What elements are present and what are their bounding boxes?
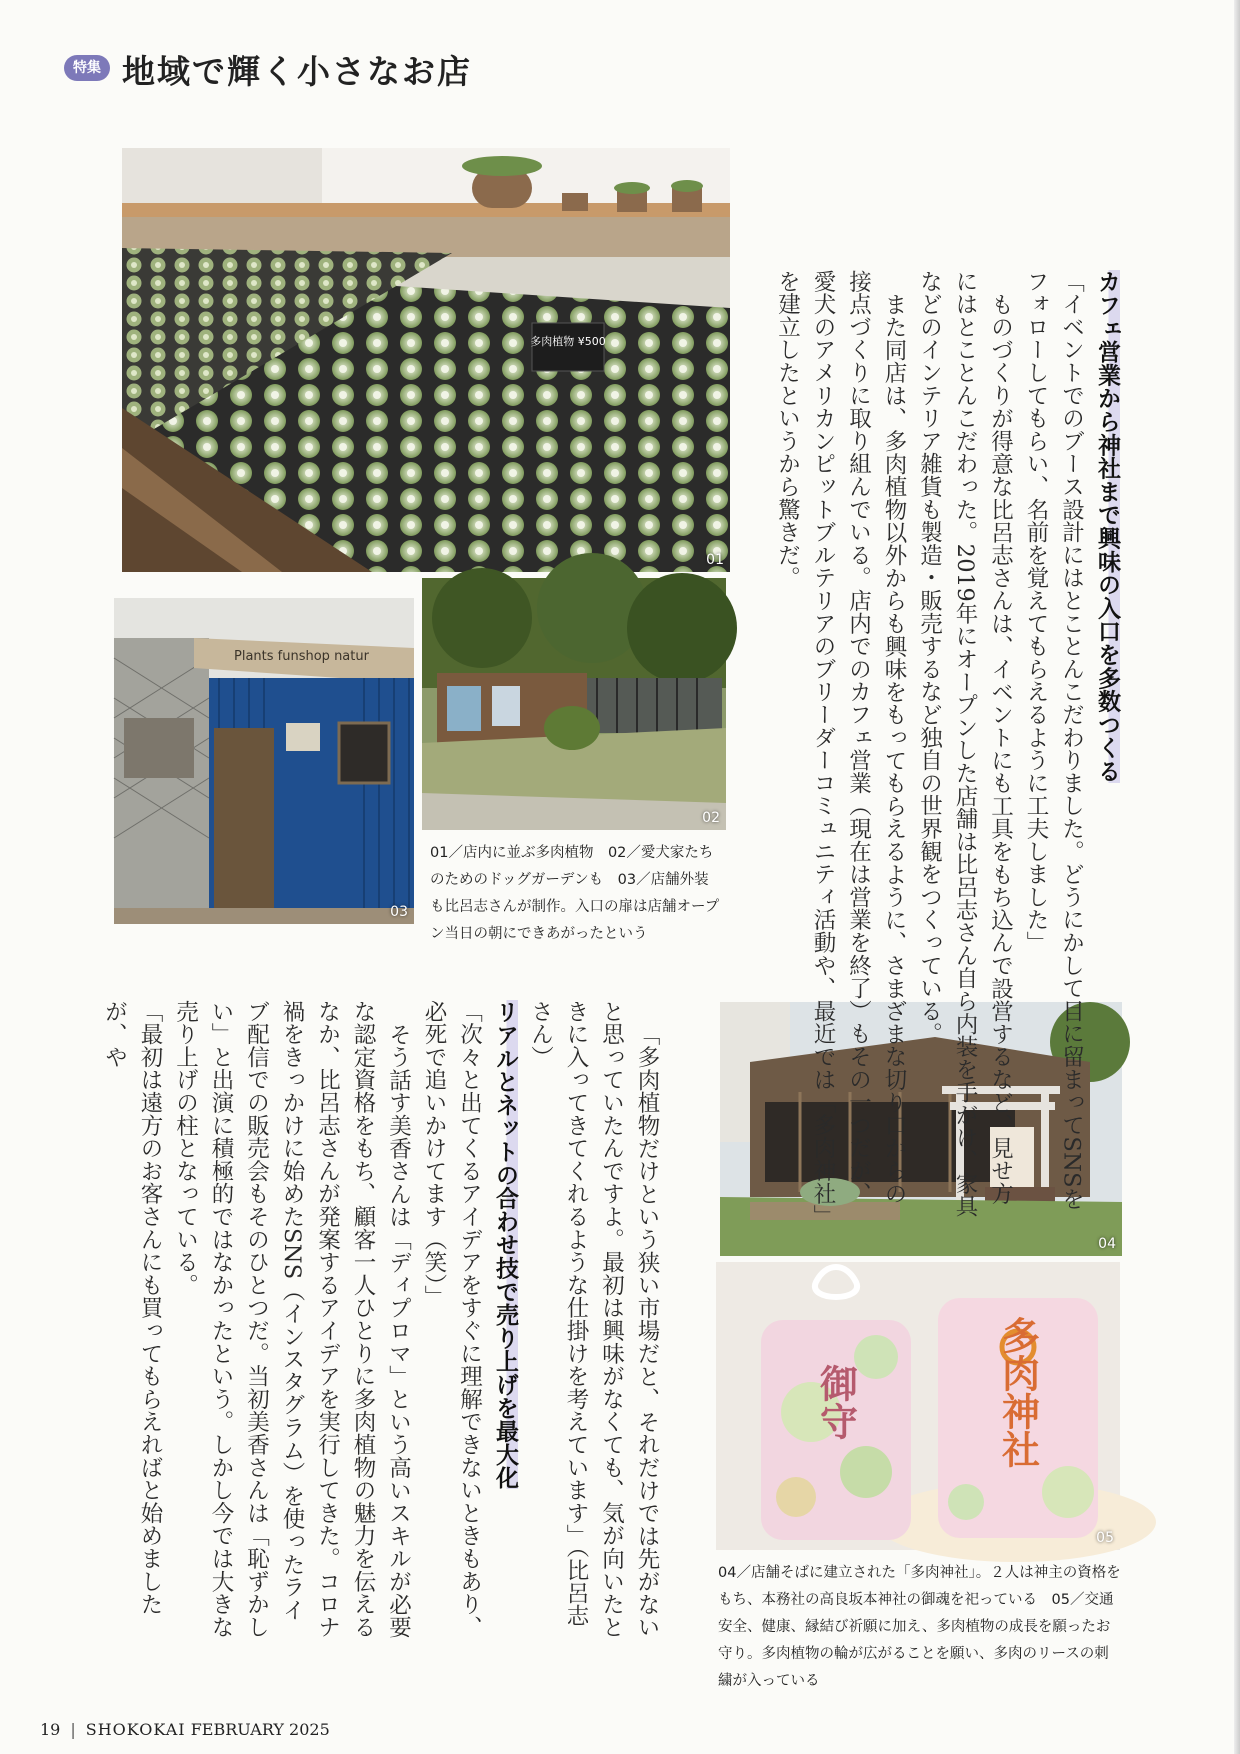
article-text-block-2	[101, 1000, 664, 1640]
paragraph: 「イベントでのブース設計にはとことんこだわりました。どうにかして目に留まってSNSをフォローしてもらい、名前を覚えてもらえるように工夫しました」	[1023, 270, 1085, 1211]
section-heading: リアルとネットの合わせ技で売り上げを最大化	[492, 1000, 518, 1490]
paragraph: ものづくりが得意な比呂志さんは、イベントにも工具をもち込んで設営するなど、見せ方にはとことんこだわった。2019年にオープンした店舗は比呂志さん自ら内装を手がけ、家具などのインテリア雑貨も製造・販売するなど独自の世界観をつくっている。	[916, 270, 1014, 1218]
caption-photos-01-03: 01／店内に並ぶ多肉植物 02／愛犬家たちのためのドッグガーデンも 03／店舗外装も比呂志さんが制作。入口の扉は店舗オープン当日の朝にできあがったという	[430, 845, 720, 942]
photo-03-shop-exterior	[114, 598, 414, 924]
paragraph: 「次々と出てくるアイデアをすぐに理解できないときもあり、必死で追いかけてます（笑）」	[421, 1000, 483, 1639]
omamori-left-text: 御守	[813, 1364, 859, 1440]
page-edge	[1234, 0, 1240, 1754]
shop-sign-text: Plants funshop natur	[234, 649, 369, 664]
photo-01-succulents	[122, 148, 730, 572]
page-number: 19	[40, 1720, 61, 1739]
page-footer: 19 | SHOKOKAI FEBRUARY 2025	[40, 1720, 330, 1739]
caption-photos-04-05: 04／店舗そばに建立された「多肉神社」。２人は神主の資格をもち、本務社の高良坂本神社の御魂を祀っている 05／交通安全、健康、縁結び祈願に加え、多肉植物の成長を願ったお守り。多肉植物の輪が広がることを願い、多肉のリースの刺繍が入っている	[718, 1565, 1121, 1689]
paragraph: 「最初は遠方のお客さんにも買ってもらえればと始めましたが、や	[101, 1000, 163, 1616]
paragraph: そう話す美香さんは「ディプロマ」という高いスキルが必要な認定資格をもち、顧客一人ひとりに多肉植物の魅力を伝えるなか、比呂志さんが発案するアイデアを実行してきた。コロナ禍をきっかけに始めたSNS（インスタグラム）を使ったライブ配信での販売会もそのひとつだ。当初美香さんは「恥ずかしい」と出演に積極的ではなかったという。しかし今では大きな売り上げの柱となっている。	[172, 1000, 412, 1639]
omamori-right-text: 多肉神社	[995, 1316, 1041, 1468]
issue-date: FEBRUARY 2025	[190, 1720, 330, 1739]
photo-05-omamori	[716, 1262, 1120, 1550]
feature-tag: 特集	[64, 55, 110, 81]
article-text-block-1	[774, 270, 1124, 1220]
sale-sign-text: 多肉植物 ¥500	[530, 335, 606, 348]
paragraph: 「多肉植物だけという狭い市場だと、それだけでは先がないと思っていたんですよ。最初は興味がなくても、気が向いたときに入ってきてくれるような仕掛けを考えています」（比呂志さん）	[527, 1000, 660, 1639]
photo-number: 03	[390, 904, 408, 920]
photo-number: 05	[1096, 1530, 1114, 1546]
photo-number: 02	[702, 810, 720, 826]
paragraph: また同店は、多肉植物以外からも興味をもってもらえるように、さまざまな切り口からの接点づくりに取り組んでいる。店内でのカフェ営業（現在は営業を終了）もその一つだが、愛犬のアメリカンピットブルテリアのブリーダーコミュニティ活動や、最近では「多肉神社」を建立したというから驚きだ。	[774, 270, 907, 1217]
photo-number: 01	[706, 552, 724, 568]
photo-02-dog-garden	[422, 578, 726, 830]
magazine-name: SHOKOKAI	[85, 1720, 186, 1739]
photo-number: 04	[1098, 1236, 1116, 1252]
page-title: 地域で輝く小さなお店	[122, 52, 472, 91]
section-heading: カフェ営業から神社まで興味の入口を多数つくる	[1094, 270, 1120, 783]
